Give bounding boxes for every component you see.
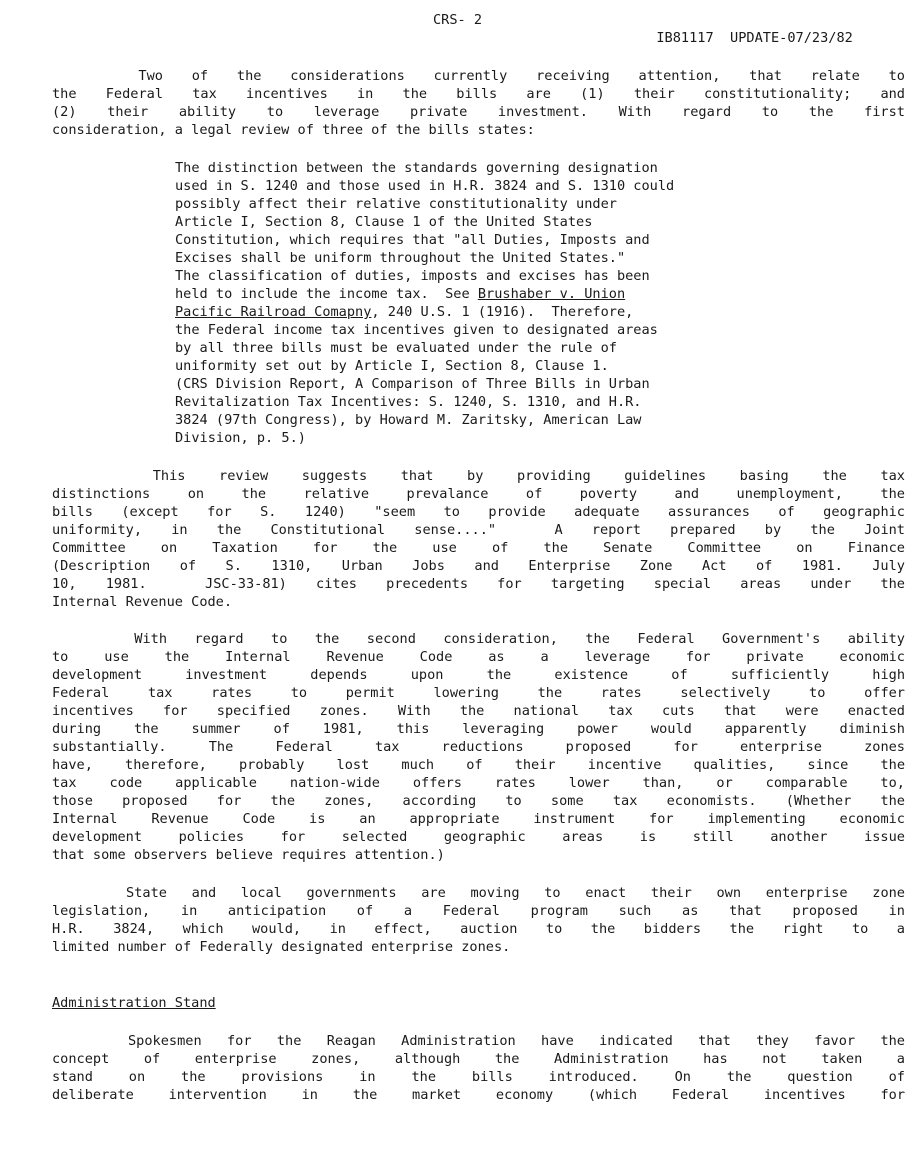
paragraph-3-line: Internal Revenue Code is an appropriate instrument for implementing economic — [52, 811, 905, 827]
quote-line: used in S. 1240 and those used in H.R. 3824 and S. 1310 could — [175, 178, 675, 194]
paragraph-1-line: Two of the considerations currently receiving attention, that relate to — [52, 68, 905, 84]
paragraph-3-line: during the summer of 1981, this leveraging power would apparently diminish — [52, 721, 905, 737]
quote-line: by all three bills must be evaluated under the rule of — [175, 340, 617, 356]
case-citation: Pacific Railroad Comapny — [175, 304, 372, 320]
paragraph-3-line: development policies for selected geographic areas is still another issue — [52, 829, 905, 845]
doc-id: IB81117 — [656, 30, 714, 46]
quote-line — [175, 303, 633, 321]
paragraph-3-line: to use the Internal Revenue Code as a leverage for private economic — [52, 649, 905, 665]
paragraph-2-line: This review suggests that by providing guidelines basing the tax — [52, 468, 905, 484]
paragraph-3-line: substantially. The Federal tax reductions proposed for enterprise zones — [52, 739, 905, 755]
quote-line: Excises shall be uniform throughout the United States." — [175, 250, 626, 266]
quote-line: Article I, Section 8, Clause 1 of the United States — [175, 214, 593, 230]
paragraph-2-line: Internal Revenue Code. — [52, 594, 233, 610]
paragraph-4-line: H.R. 3824, which would, in effect, auction to the bidders the right to a — [52, 921, 905, 937]
paragraph-3-line: incentives for specified zones. With the national tax cuts that were enacted — [52, 703, 905, 719]
quote-line: possibly affect their relative constitutionality under — [175, 196, 617, 212]
paragraph-2-line: uniformity, in the Constitutional sense...." A report prepared by the Joint — [52, 522, 905, 538]
paragraph-2-line: 10, 1981. JSC-33-81) cites precedents for targeting special areas under the — [52, 576, 905, 592]
paragraph-5-line: Spokesmen for the Reagan Administration have indicated that they favor the — [52, 1033, 905, 1049]
quote-text: held to include the income tax. See — [175, 286, 478, 302]
quote-line: Revitalization Tax Incentives: S. 1240, S. 1310, and H.R. — [175, 394, 642, 410]
paragraph-5-line: stand on the provisions in the bills introduced. On the question of — [52, 1069, 905, 1085]
quote-line: uniformity set out by Article I, Section 8, Clause 1. — [175, 358, 609, 374]
paragraph-2-line: bills (except for S. 1240) "seem to provide adequate assurances of geographic — [52, 504, 905, 520]
paragraph-3-line: With regard to the second consideration, the Federal Government's ability — [52, 631, 905, 647]
paragraph-5-line: concept of enterprise zones, although the Administration has not taken a — [52, 1051, 905, 1067]
case-citation: Brushaber v. Union — [477, 286, 626, 302]
paragraph-2-line: (Description of S. 1310, Urban Jobs and Enterprise Zone Act of 1981. July — [52, 558, 905, 574]
page-number: CRS- 2 — [433, 12, 483, 28]
paragraph-1-line: (2) their ability to leverage private investment. With regard to the first — [52, 104, 905, 120]
doc-identifier — [640, 11, 853, 47]
paragraph-4-line: limited number of Federally designated enterprise zones. — [52, 939, 511, 955]
paragraph-3-line: Federal tax rates to permit lowering the rates selectively to offer — [52, 685, 905, 701]
paragraph-3-line: tax code applicable nation-wide offers rates lower than, or comparable to, — [52, 775, 905, 791]
paragraph-3-line: those proposed for the zones, according to some tax economists. (Whether the — [52, 793, 905, 809]
quote-text: , 240 U.S. 1 (1916). Therefore, — [371, 304, 634, 320]
paragraph-2-line: Committee on Taxation for the use of the Senate Committee on Finance — [52, 540, 905, 556]
quote-line — [175, 285, 625, 303]
paragraph-4-line: legislation, in anticipation of a Federal program such as that proposed in — [52, 903, 905, 919]
paragraph-3-line: that some observers believe requires attention.) — [52, 847, 445, 863]
quote-line: Constitution, which requires that "all Duties, Imposts and — [175, 232, 650, 248]
paragraph-3-line: development investment depends upon the existence of sufficiently high — [52, 667, 905, 683]
section-heading: Administration Stand — [52, 995, 216, 1011]
quote-line: Division, p. 5.) — [175, 430, 306, 446]
paragraph-2-line: distinctions on the relative prevalance of poverty and unemployment, the — [52, 486, 905, 502]
paragraph-4-line: State and local governments are moving to enact their own enterprise zone — [52, 885, 905, 901]
paragraph-1-line: the Federal tax incentives in the bills are (1) their constitutionality; and — [52, 86, 905, 102]
paragraph-5-line: deliberate intervention in the market economy (which Federal incentives for — [52, 1087, 905, 1103]
quote-line: The distinction between the standards governing designation — [175, 160, 658, 176]
paragraph-1-line: consideration, a legal review of three of the bills states: — [52, 122, 535, 138]
quote-line: The classification of duties, imposts and excises has been — [175, 268, 650, 284]
quote-line: the Federal income tax incentives given to designated areas — [175, 322, 658, 338]
quote-line: 3824 (97th Congress), by Howard M. Zaritsky, American Law — [175, 412, 642, 428]
quote-line: (CRS Division Report, A Comparison of Three Bills in Urban — [175, 376, 650, 392]
update-date: UPDATE-07/23/82 — [730, 30, 853, 46]
paragraph-3-line: have, therefore, probably lost much of their incentive qualities, since the — [52, 757, 905, 773]
